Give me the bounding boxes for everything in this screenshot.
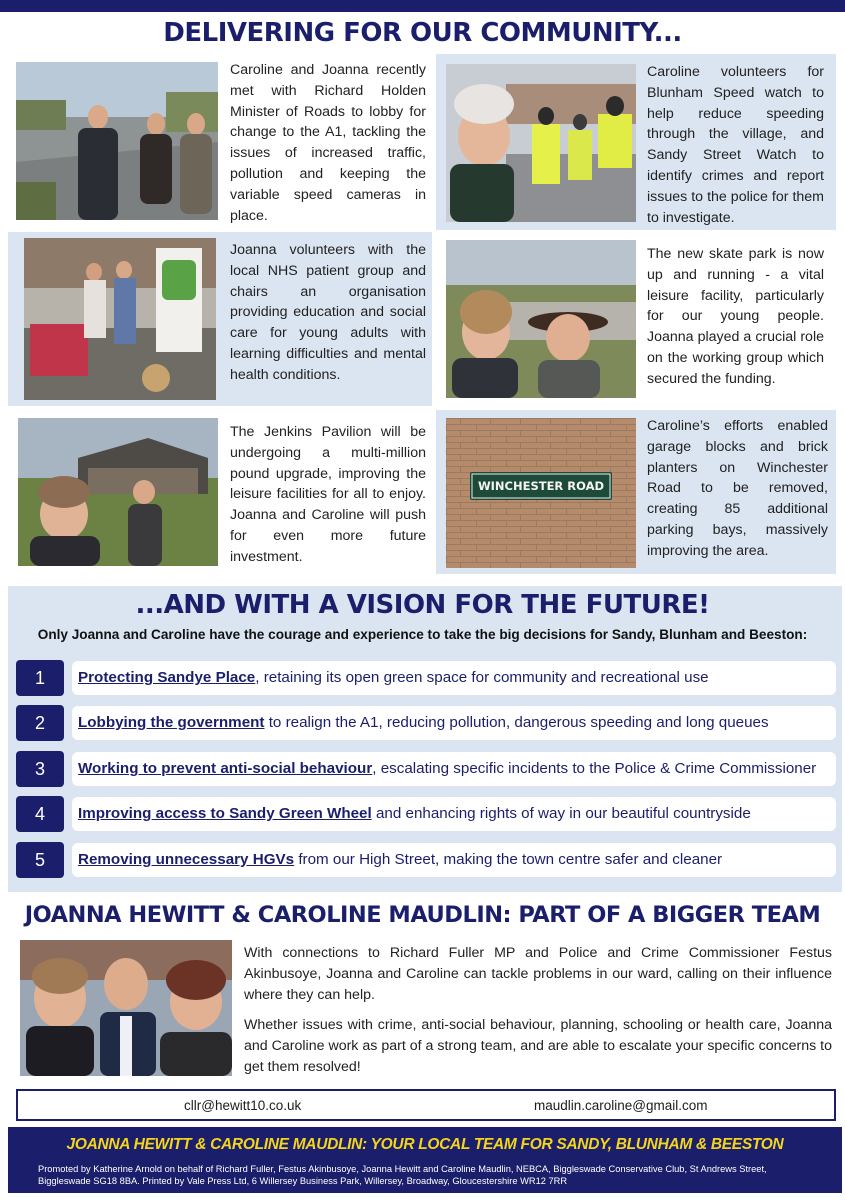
nhs-stall-photo	[24, 238, 216, 400]
imprint-text: Promoted by Katherine Arnold on behalf of Richard Fuller, Festus Akinbusoye, Joanna Hewitt and Caroline Maudlin, NEBCA, Biggleswade Conservative Club, St Andrews Street, Biggleswade SG18 8BA. Printed by Vale Press Ltd, 6 Willersey Business Park, Willersey, Broadway, Gloucestershire WR12 7RR	[38, 1164, 767, 1186]
pledge-detail: , retaining its open green space for community and recreational use	[255, 669, 709, 686]
winchester-road-text: Caroline’s efforts enabled garage blocks and brick planters on Winchester Road to be removed, creating 85 additional parking bays, massively improving the area.	[647, 418, 828, 559]
panel-speed-watch	[436, 54, 836, 230]
team-paragraph-1: With connections to Richard Fuller MP and Police and Crime Commissioner Festus Akinbusoye, Joanna and Caroline can tackle problems in our ward, calling on their influence where they can help.	[244, 945, 832, 1003]
footer-title: JOANNA HEWITT & CAROLINE MAUDLIN: YOUR LOCAL TEAM FOR SANDY, BLUNHAM & BEESTON	[66, 1136, 784, 1153]
panel-winchester-road	[436, 410, 836, 574]
panel-nhs-group	[8, 232, 432, 406]
pledge-heading: Protecting Sandye Place	[78, 669, 256, 686]
email-caroline-link[interactable]: maudlin.caroline@gmail.com	[534, 1098, 708, 1113]
nhs-group-text: Joanna volunteers with the local NHS patient group and chairs an organisation providing education and social care for young adults with learning difficulties and mental health conditions.	[230, 242, 426, 383]
pledge-detail: from our High Street, making the town centre safer and cleaner	[294, 851, 723, 868]
pledge-number: 2	[16, 705, 64, 741]
pledge-number: 1	[16, 660, 64, 696]
panel-pavilion	[8, 410, 432, 580]
pledge-number: 5	[16, 842, 64, 878]
pledge-number: 4	[16, 796, 64, 832]
footer	[8, 1127, 842, 1193]
pledge-heading: Lobbying the government	[78, 714, 265, 731]
headline-delivering: DELIVERING FOR OUR COMMUNITY...	[163, 18, 682, 48]
contact-bar	[16, 1089, 836, 1121]
speed-watch-photo	[446, 64, 636, 222]
pledge-heading: Working to prevent anti-social behaviour	[78, 760, 373, 777]
pledge-number: 3	[16, 751, 64, 787]
team-paragraph-2: Whether issues with crime, anti-social behaviour, planning, schooling or health care, Joanna and Caroline work as part of a strong team, and are able to escalate your specific concerns to get them resolved!	[244, 1017, 832, 1075]
pledge-detail: to realign the A1, reducing pollution, dangerous speeding and long queues	[264, 714, 769, 731]
pledge-heading: Removing unnecessary HGVs	[78, 851, 295, 868]
pledge-text	[72, 706, 836, 740]
pledge-detail: , escalating specific incidents to the Police & Crime Commissioner	[372, 760, 817, 777]
ministers-meeting-photo	[16, 62, 218, 220]
winchester-road-photo	[446, 418, 636, 568]
team-photo	[20, 940, 232, 1076]
headline-vision: ...AND WITH A VISION FOR THE FUTURE!	[135, 590, 710, 620]
pledge-text	[72, 797, 836, 831]
panel-minister-meeting	[8, 54, 432, 230]
pavilion-photo	[18, 418, 218, 566]
pavilion-text: The Jenkins Pavilion will be undergoing a multi-million pound upgrade, improving the leisure facilities for all to enjoy. Joanna and Caroline will push for even more future investment.	[230, 424, 426, 565]
email-joanna-link[interactable]: cllr@hewitt10.co.uk	[184, 1098, 302, 1113]
pledge-text	[72, 661, 836, 695]
vision-intro: Only Joanna and Caroline have the courage and experience to take the big decisions for Sandy, Blunham and Beeston:	[37, 627, 808, 642]
road-sign-text: WINCHESTER ROAD	[477, 479, 605, 493]
minister-meeting-text: Caroline and Joanna recently met with Richard Holden Minister of Roads to lobby for change to the A1, tackling the issues of increased traffic, pollution and keeping the variable speed cameras in place.	[230, 62, 426, 224]
skate-park-photo	[446, 240, 636, 398]
pledge-heading: Improving access to Sandy Green Wheel	[78, 805, 372, 822]
skate-park-text: The new skate park is now up and running - a vital leisure facility, particularly for our young people. Joanna played a crucial role on the working group which secured the funding.	[647, 246, 824, 387]
pledge-text	[72, 752, 836, 786]
headline-team: JOANNA HEWITT & CAROLINE MAUDLIN: PART OF A BIGGER TEAM	[24, 902, 821, 928]
panel-skate-park	[436, 232, 836, 406]
speed-watch-text: Caroline volunteers for Blunham Speed watch to help reduce speeding through the village, and Sandy Street Watch to identify crimes and report issues to the police for them to investigate.	[647, 64, 824, 226]
pledge-text	[72, 843, 836, 877]
top-border	[0, 0, 845, 12]
pledge-detail: and enhancing rights of way in our beautiful countryside	[371, 805, 751, 822]
